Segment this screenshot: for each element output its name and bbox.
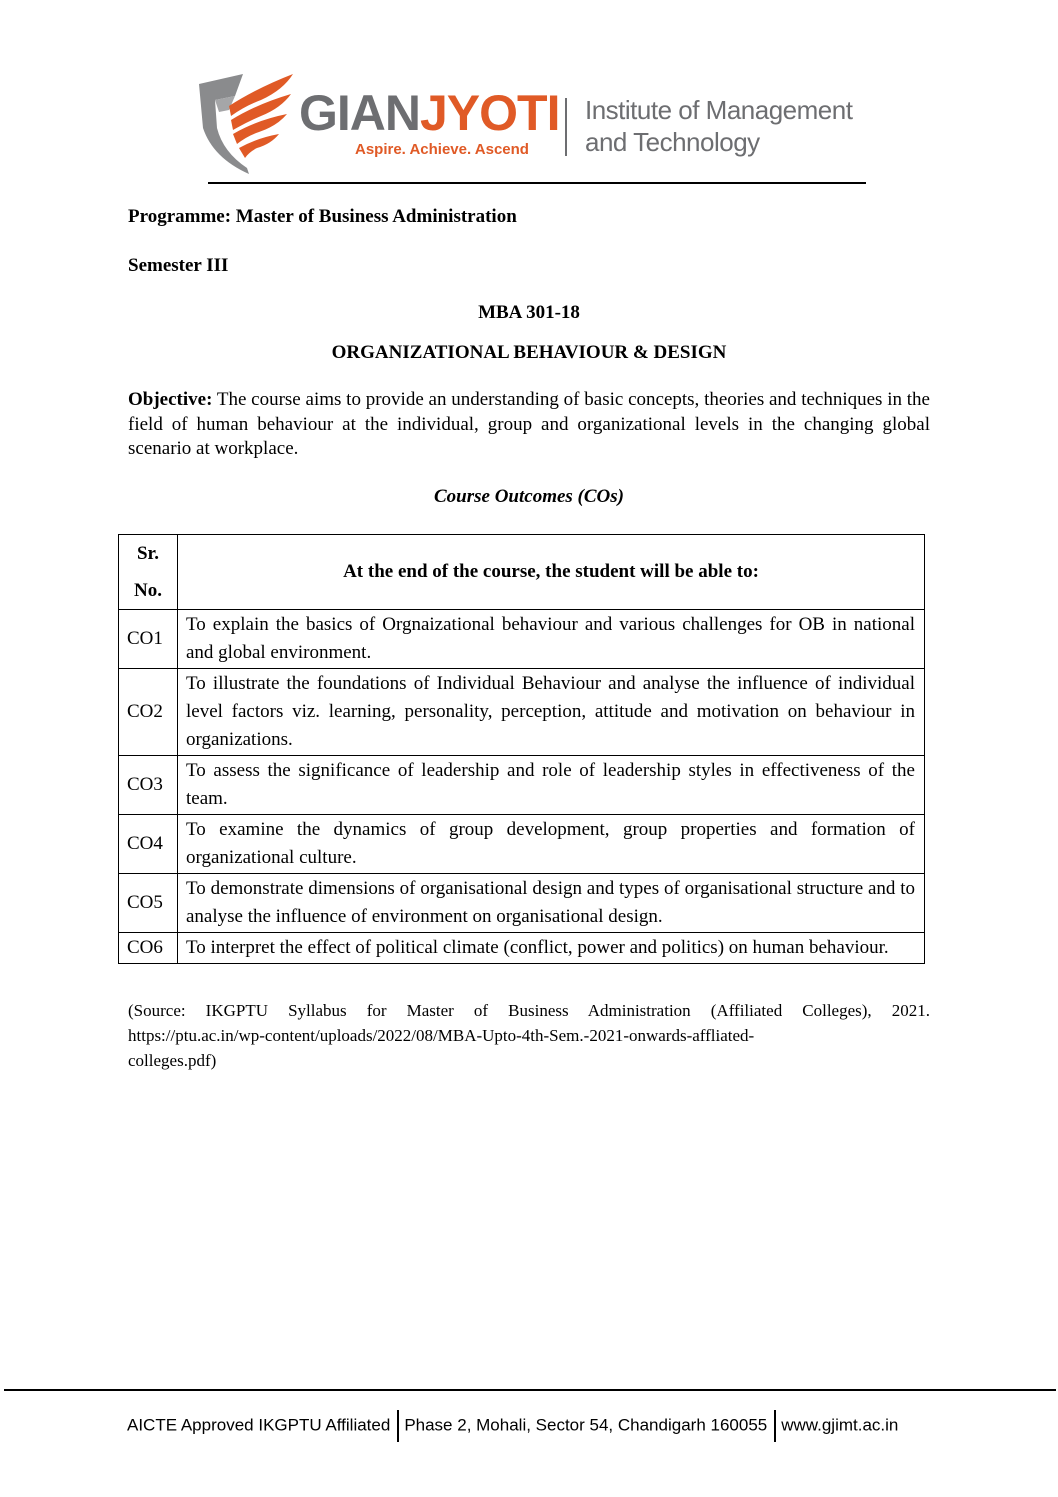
source-citation bbox=[128, 998, 930, 1073]
row-sr: CO6 bbox=[119, 933, 178, 964]
header-sr-line1: Sr. bbox=[136, 543, 159, 564]
institute-name bbox=[585, 94, 852, 158]
page-footer bbox=[127, 1410, 898, 1442]
source-line2: https://ptu.ac.in/wp-content/uploads/2022/08/MBA-Upto-4th-Sem.-2021-onwards-affliated- bbox=[128, 1026, 755, 1045]
brand-tagline: Aspire. Achieve. Ascend bbox=[355, 141, 529, 158]
row-description: To demonstrate dimensions of organisational design and types of organisational structure and to analyse the influence of environment on organisational design. bbox=[178, 874, 925, 933]
header-divider bbox=[565, 98, 567, 156]
footer-rule bbox=[4, 1389, 1056, 1391]
header-sr-line2: No. bbox=[134, 580, 162, 601]
row-sr: CO5 bbox=[119, 874, 178, 933]
course-outcomes-table bbox=[118, 534, 925, 964]
objective-text: The course aims to provide an understanding of basic concepts, theories and techniques in the field of human behaviour at the individual, group and organizational levels in the changing global scenario at workplace. bbox=[128, 389, 930, 459]
institute-name-line2: and Technology bbox=[585, 127, 760, 157]
table-row bbox=[119, 874, 925, 933]
footer-divider bbox=[397, 1410, 399, 1442]
row-description: To examine the dynamics of group development, group properties and formation of organizational culture. bbox=[178, 815, 925, 874]
course-outcomes-title: Course Outcomes (COs) bbox=[433, 486, 624, 507]
row-description: To explain the basics of Orgnaizational behaviour and various challenges for OB in national and global environment. bbox=[178, 610, 925, 669]
table-row bbox=[119, 815, 925, 874]
source-line3: colleges.pdf) bbox=[128, 1051, 217, 1070]
footer-divider bbox=[774, 1410, 776, 1442]
course-title: ORGANIZATIONAL BEHAVIOUR & DESIGN bbox=[331, 342, 727, 363]
brand-part-gian: GIAN bbox=[299, 85, 420, 141]
table-row bbox=[119, 669, 925, 756]
footer-affiliation: AICTE Approved IKGPTU Affiliated bbox=[127, 1415, 391, 1435]
table-header-row bbox=[119, 535, 925, 610]
table-row bbox=[119, 610, 925, 669]
table-row bbox=[119, 933, 925, 964]
brand-part-jyoti: JYOTI bbox=[420, 85, 560, 141]
footer-website: www.gjimt.ac.in bbox=[781, 1415, 899, 1435]
objective-paragraph bbox=[128, 388, 930, 462]
brand-name bbox=[299, 85, 560, 141]
row-description: To assess the significance of leadership and role of leadership styles in effectiveness of the team. bbox=[178, 756, 925, 815]
row-description: To illustrate the foundations of Individual Behaviour and analyse the influence of individual level factors viz. learning, personality, perception, attitude and motivation on behaviour in organizations. bbox=[178, 669, 925, 756]
footer-address: Phase 2, Mohali, Sector 54, Chandigarh 160055 bbox=[404, 1415, 768, 1435]
row-description: To interpret the effect of political climate (conflict, power and politics) on human behaviour. bbox=[178, 933, 925, 964]
header-sr-no bbox=[119, 535, 178, 610]
programme-label: Programme: Master of Business Administration bbox=[128, 206, 517, 227]
row-sr: CO2 bbox=[119, 669, 178, 756]
course-code: MBA 301-18 bbox=[478, 302, 580, 323]
institute-name-line1: Institute of Management bbox=[585, 95, 853, 125]
header-rule bbox=[208, 182, 866, 184]
page-header bbox=[195, 66, 875, 181]
row-sr: CO1 bbox=[119, 610, 178, 669]
source-line1: (Source: IKGPTU Syllabus for Master of Business Administration (Affiliated Colleges), 2021. bbox=[128, 1001, 930, 1020]
header-description: At the end of the course, the student will be able to: bbox=[178, 535, 925, 610]
row-sr: CO3 bbox=[119, 756, 178, 815]
semester-label: Semester III bbox=[128, 255, 229, 276]
gianjyoti-shield-logo-icon bbox=[195, 66, 297, 176]
objective-label: Objective: bbox=[128, 389, 213, 410]
table-row bbox=[119, 756, 925, 815]
row-sr: CO4 bbox=[119, 815, 178, 874]
